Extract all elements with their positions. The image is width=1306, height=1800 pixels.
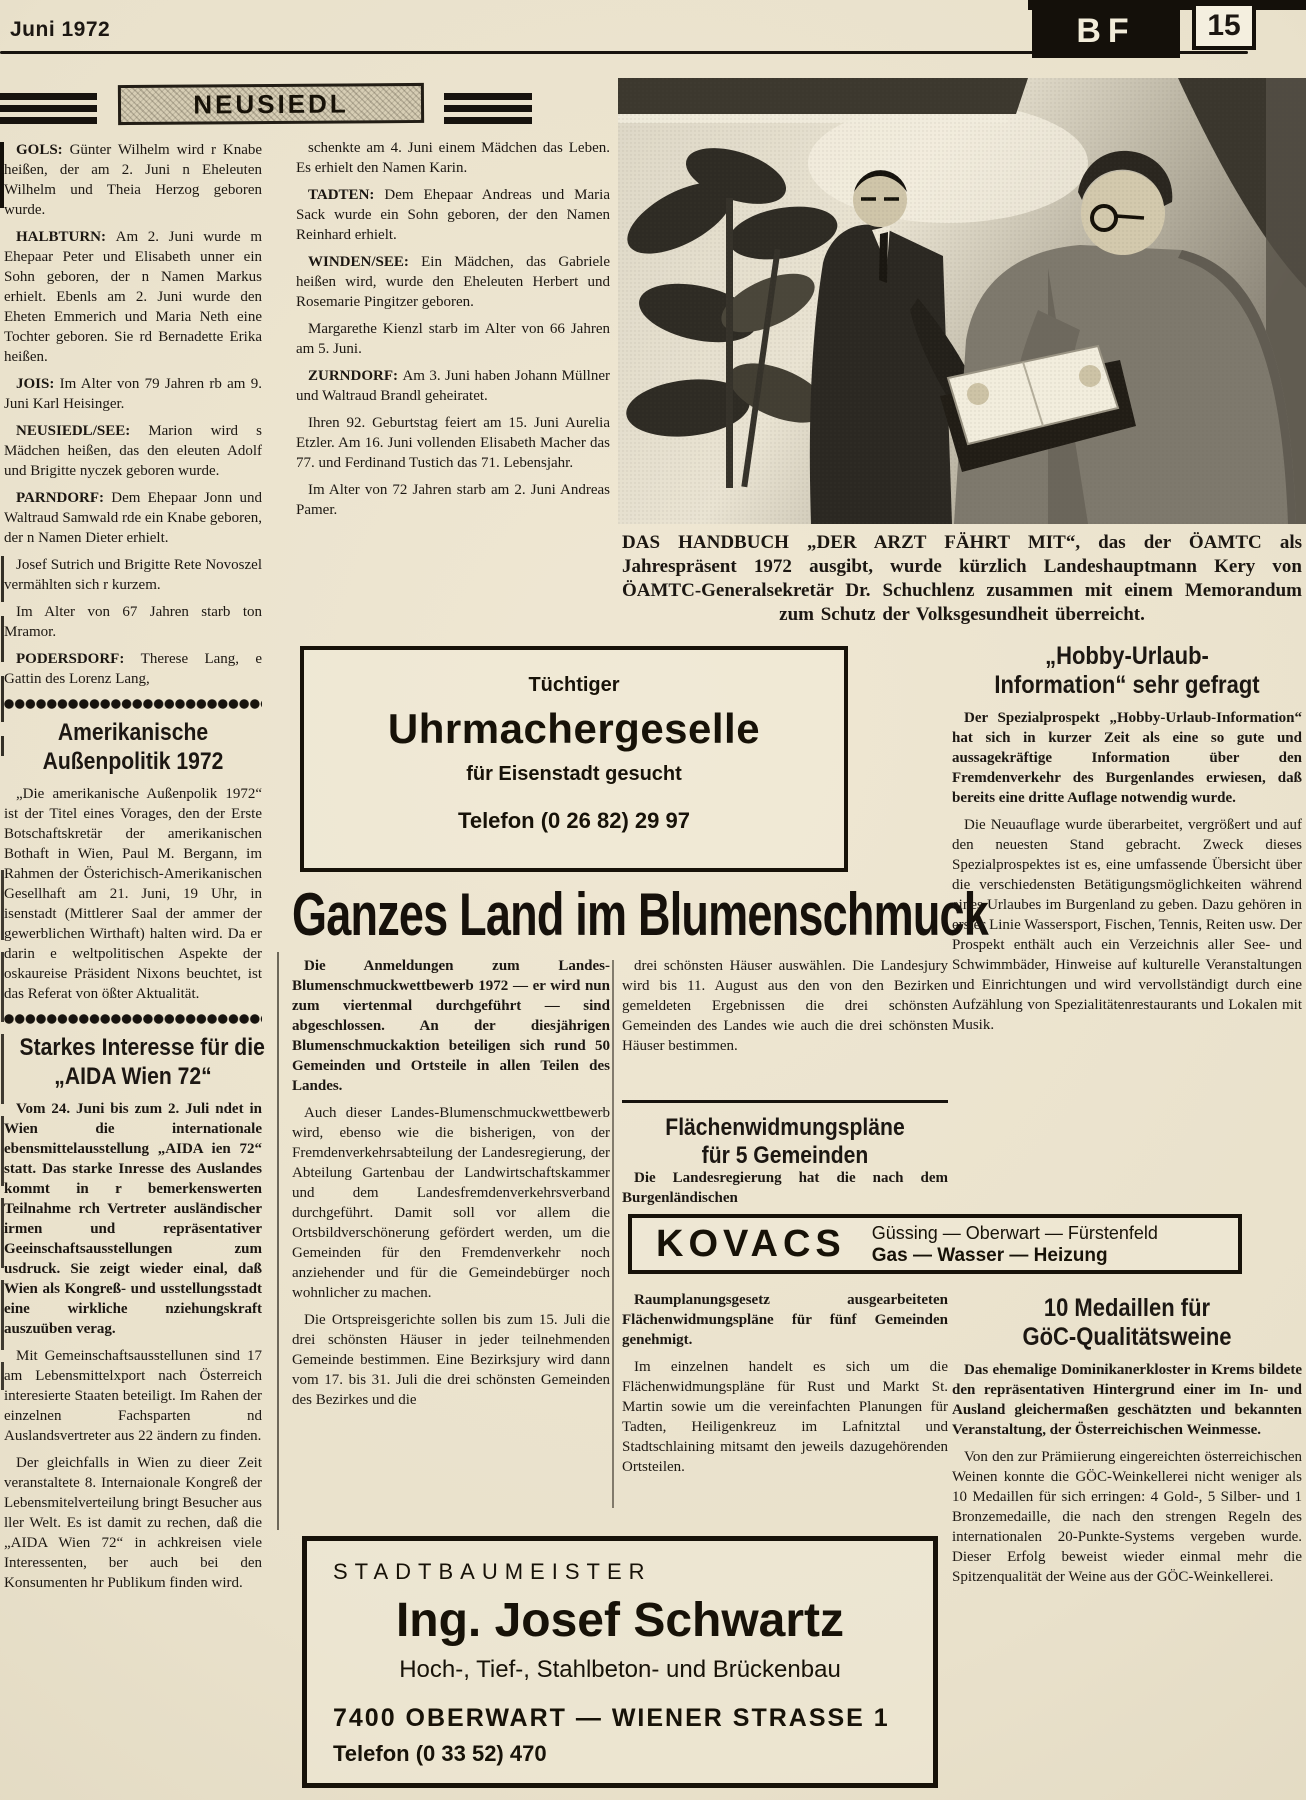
article-lead-paragraph: Vom 24. Juni bis zum 2. Juli ndet in Wien die internationale ebensmittelausstellung „AIDA ien 72“ statt. Das starke Inresse des Auslandes kommt in r bemerkenswerten Teilnahme rch Vertreter ausländischer irmen und repräsentativer Geeinschaftsausstellungen zum usdruck. Sie zeigt wieder einal, daß Wien als Kongreß- und usstellungsstadt eine wirkliche nziehungskraft auszuüben verag.: [4, 1101, 262, 1337]
dotted-separator: [4, 1014, 262, 1024]
news-brief: [4, 649, 262, 689]
article-lead-paragraph: Die Landesregierung hat die nach dem Burgenländischen: [622, 1170, 948, 1206]
photo-svg: [618, 78, 1306, 524]
brief-town: NEUSIEDL/SEE:: [16, 423, 131, 439]
brief-text: Dem Ehepaar Andreas und Maria Sack wurde ein Sohn geboren, der den Namen Reinhard erhielt.: [296, 187, 610, 243]
article-title: [4, 718, 262, 776]
article-title-line: „Hobby-Urlaub-: [1045, 642, 1209, 670]
news-brief: [296, 480, 610, 520]
article-title: [952, 1294, 1302, 1352]
article-title-line: Außenpolitik 1972: [42, 748, 224, 775]
ad-headline: Uhrmachergeselle: [387, 705, 761, 752]
brief-town: ZURNDORF:: [308, 368, 398, 384]
blumenschmuck-column-b: [622, 956, 948, 1063]
article-title-line: Information“ sehr gefragt: [994, 671, 1260, 699]
section-banner: NEUSIEDL: [118, 83, 424, 125]
brief-text: Therese Lang, e Gattin des Lorenz Lang,: [4, 651, 263, 687]
article-title-line: Amerikanische: [57, 719, 209, 746]
issue-date: Juni 1972: [10, 18, 111, 41]
article-title-line: GöC-Qualitätsweine: [1022, 1323, 1232, 1351]
article-title-line: 10 Medaillen für: [1043, 1294, 1211, 1322]
news-brief: [4, 140, 262, 220]
ad-headline: Ing. Josef Schwartz: [395, 1594, 845, 1647]
dotted-separator: [4, 699, 262, 709]
ad-line: Güssing — Oberwart — Fürstenfeld: [871, 1222, 1158, 1243]
article-paragraph: Der gleichfalls in Wien zu dieer Zeit veranstaltete 8. Internaionale Kongreß der Lebensmitelverteilung bringt Besucher aus ller Welt. Es ist damit zu rechen, daß die „AIDA Wien 72“ in achkreisen viele Interessenten, ber auch bei den Konsumenten hr Publikum finden wird.: [4, 1455, 262, 1591]
brief-text: Ein Mädchen, das Gabriele heißen wird, wurde den Eheleuten Herbert und Rosemarie Pingitzer geboren.: [296, 254, 610, 310]
ad-line: Hoch-, Tief-, Stahlbeton- und Brückenbau: [399, 1656, 841, 1683]
news-brief: [4, 227, 262, 367]
brief-text: Am 3. Juni haben Johann Müllner und Waltraud Brandl geheiratet.: [296, 368, 611, 404]
ad-line: STADTBAUMEISTER: [333, 1559, 652, 1584]
classified-ad-schwartz: [302, 1536, 938, 1788]
brief-text: Im Alter von 72 Jahren starb am 2. Juni Andreas Pamer.: [296, 482, 610, 518]
brief-text: Am 2. Juni wurde m Ehepaar Peter und Elisabeth unner ein Sohn geboren, der n Namen Markus erhielt. Ebenls am 2. Juni wurde den Eheten Emmerich und Maria Neth eine Tochter geboren. Sie rd Bernadette Erika heißen.: [4, 229, 262, 365]
blumenschmuck-column-a: [292, 956, 610, 1417]
news-brief: [4, 555, 262, 595]
brief-town: GOLS:: [16, 142, 63, 158]
article-lead-paragraph: Die Anmeldungen zum Landes-Blumenschmuckwettbewerb 1972 — er wird nun zum viertenmal durchgeführt — sind abgeschlossen. An der diesjährigen Blumenschmuckaktion beteiligen sich rund 50 Gemeinden und Ortsteile in allen Teilen des Landes.: [292, 958, 610, 1094]
classified-ad-uhrmacher: [300, 646, 848, 872]
medaillen-article: [952, 1288, 1302, 1594]
article-lead-paragraph: Raumplanungsgesetz ausgearbeiteten Flächenwidmungspläne für fünf Gemeinden genehmigt.: [622, 1292, 948, 1348]
brief-text: Margarethe Kienzl starb im Alter von 66 Jahren am 5. Juni.: [296, 321, 610, 357]
ad-phone: Telefon (0 33 52) 470: [333, 1741, 547, 1766]
brief-town: WINDEN/SEE:: [308, 254, 409, 270]
news-brief: [4, 421, 262, 481]
brief-text: Im Alter von 67 Jahren starb ton Mramor.: [4, 604, 262, 640]
section-rule: [622, 1100, 948, 1103]
photo-illustration: [618, 78, 1306, 524]
brief-text: Josef Sutrich und Brigitte Rete Novoszel vermählten sich r kurzem.: [4, 557, 262, 593]
news-brief: [296, 366, 610, 406]
column-rule: [612, 960, 614, 1508]
brief-town: TADTEN:: [308, 187, 375, 203]
ad-detail: [872, 1222, 1158, 1267]
brief-town: PODERSDORF:: [16, 651, 125, 667]
brief-text: schenkte am 4. Juni einem Mädchen das Leben. Es erhielt den Namen Karin.: [296, 140, 610, 176]
article-paragraph: Die Neuauflage wurde überarbeitet, vergrößert und auf den neuesten Stand gebracht. Zweck dieses Spezialprospektes ist es, eine umfassende Übersicht über die verschiedensten Betätigungsmöglichkeiten während eines Urlaubes im Burgenland zu geben. Dazu gehören in erster Linie Wassersport, Fischen, Tennis, Reiten usw. Der Prospekt enthält auch ein Verzeichnis aller See- und Schwimmbäder, Hinweise auf kulturelle Veranstaltungen und Einrichtungen und wird vervollständigt durch eine Aufzählung von Spezialitätenrestaurants und Lokalen mit Musik.: [952, 817, 1302, 1033]
news-brief: [296, 138, 610, 178]
main-headline: Ganzes Land im Blumenschmuck: [292, 881, 989, 949]
brief-text: Ihren 92. Geburtstag feiert am 15. Juni Aurelia Etzler. Am 16. Juni vollenden Elisabeth Macher das 77. und Ferdinand Tustich das 71. Lebensjahr.: [296, 415, 610, 471]
photo-caption: DAS HANDBUCH „DER ARZT FÄHRT MIT“, das der ÖAMTC als Jahrespräsent 1972 ausgibt, wurde kürzlich Landeshauptmann Kery von ÖAMTC-Generalsekretär Dr. Schuchlenz zusammen mit einem Memorandum zum Schutz der Volksgesundheit überreicht.: [622, 532, 1302, 625]
article-title-line: Starkes Interesse für die: [19, 1034, 265, 1061]
article-title: [622, 1114, 948, 1170]
page-number: 15: [1192, 2, 1256, 50]
article-lead-paragraph: Das ehemalige Dominikanerkloster in Krems bildete den repräsentativen Hintergrund einer im In- und Ausland gleichermaßen geschätzten und bekannten Veranstaltung, der Österreichischen Weinmesse.: [952, 1362, 1302, 1438]
banner-bars-right: [444, 93, 532, 124]
article-paragraph: Im einzelnen handelt es sich um die Flächenwidmungspläne für Rust und Markt St. Martin sowie um die vereinfachten Planungen für Tadten, Heiligenkreuz im Lafnitztal und Stadtschlaining mitsamt den jeweils dazugehörenden Ortsteilen.: [622, 1359, 948, 1475]
ad-address: 7400 OBERWART — WIENER STRASSE 1: [333, 1704, 890, 1732]
brief-town: PARNDORF:: [16, 490, 105, 506]
article-paragraph: drei schönsten Häuser auswählen. Die Landesjury wird bis 11. August aus den von den Bezirken gemeldeten Ergebnissen die drei schönsten Gemeinden des Landes wie auch die drei schönsten Häuser bestimmen.: [622, 958, 948, 1054]
column-rule: [277, 952, 279, 1530]
article-title-line: „AIDA Wien 72“: [54, 1063, 212, 1090]
news-briefs-column-middle: [296, 138, 610, 527]
flaechen-body: [622, 1290, 948, 1484]
article-paragraph: Auch dieser Landes-Blumenschmuckwettbewerb wird, ebenso wie die bisherigen, von der Fremdenverkehrsabteilung der Landesregierung, der Abteilung Gartenbau der Landwirtschaftskammer und dem Landesfremdenverkehrsverband durchgeführt. Damit soll vor allem die Ortsbildverschönerung gefördert werden, um die Gemeinden für den Fremdenverkehr noch anziehender und für die Gemeindebürger noch wohnlicher zu machen.: [292, 1105, 610, 1301]
ad-line: Tüchtiger: [528, 674, 620, 696]
news-brief: [296, 185, 610, 245]
ad-line: für Eisenstadt gesucht: [466, 763, 682, 785]
article-title-line: für 5 Gemeinden: [701, 1142, 869, 1169]
article-lead-paragraph: Der Spezialprospekt „Hobby-Urlaub-Information“ hat sich in kurzer Zeit als eine so gute und aussagekräftige Information über den Fremdenverkehr des Burgenlandes erwiesen, daß bereits eine dritte Auflage notwendig wurde.: [952, 710, 1302, 806]
news-brief: [296, 413, 610, 473]
article-paragraph: Von den zur Prämiierung eingereichten österreichischen Weinen konnte die GÖC-Weinkellerei nicht weniger als 10 Medaillen für sich erringen: 4 Gold-, 5 Silber- und 1 Bronzemedaille, die nach den strengen Regeln des internationalen 20-Punkte-Systems vergeben wurde. Dieser Erfolg beweist wieder einmal mehr die Spitzenqualität der Weine aus der GÖC-Weinkellerei.: [952, 1449, 1302, 1585]
article-paragraph: Die Ortspreisgerichte sollen bis zum 15. Juli die drei schönsten Häuser in jeder teilnehmenden Gemeinde bestimmen. Eine Bezirksjury wird dann vom 17. bis 31. Juli die drei schönsten Gemeinden des Bezirkes und die: [292, 1312, 610, 1408]
banner-bars-left: [0, 93, 97, 124]
ad-phone: Telefon (0 26 82) 29 97: [458, 808, 690, 833]
article-paragraph: Mit Gemeinschaftsausstellunen sind 17 am Lebensmittelxport nach Österreich interesierte Staaten beteiligt. Im Rahen der einzelnen Fachsparten nd Auslandsvertreter aus 22 ändern zu finden.: [4, 1348, 262, 1444]
hobby-article: [952, 636, 1302, 1042]
ad-line: Gas — Wasser — Heizung: [871, 1244, 1108, 1266]
news-brief: [4, 488, 262, 548]
masthead-logo: BF: [1032, 5, 1180, 58]
news-brief: [4, 602, 262, 642]
ad-brand: KOVACS: [656, 1222, 846, 1265]
article-title: [952, 642, 1302, 700]
brief-text: Marion wird s Mädchen heißen, das den eleuten Adolf und Brigitte nyczek geboren wurde.: [4, 423, 262, 479]
news-brief: [4, 374, 262, 414]
classified-ad-kovacs: [628, 1214, 1242, 1274]
brief-text: Im Alter von 79 Jahren rb am 9. Juni Karl Heisinger.: [4, 376, 263, 412]
brief-town: HALBTURN:: [16, 229, 107, 245]
article-title: [4, 1033, 265, 1091]
brief-text: Dem Ehepaar Jonn und Waltraud Samwald rde ein Knabe geboren, der n Namen Dieter erhielt.: [4, 490, 262, 546]
brief-text: Günter Wilhelm wird r Knabe heißen, der am 2. Juni n Eheleuten Wilhelm und Theia Herzog geboren wurde.: [4, 142, 263, 218]
news-brief: [296, 252, 610, 312]
article-paragraph: „Die amerikanische Außenpolik 1972“ ist der Titel eines Vorages, den der Erste Botschaftskretär der amerikanischen Bothaft in Wien, Paul M. Bergann, im Rahmen der Österichisch-Amerikanischen Gesellhaft am 21. Juni, 19 Uhr, in isenstadt (Mittlerer Saal der ammer der gewerblichen Wirthaft) halten wird. Da er darin e weltpolitischen Aspekte der oskaureise Präsident Nixons beuchtet, ist das Referat von ößter Aktualität.: [4, 786, 262, 1002]
news-briefs-column-left: [4, 140, 265, 1600]
flaechen-lead: [622, 1168, 948, 1215]
news-brief: [296, 319, 610, 359]
article-title-line: Flächenwidmungspläne: [665, 1114, 905, 1141]
brief-town: JOIS:: [16, 376, 55, 392]
